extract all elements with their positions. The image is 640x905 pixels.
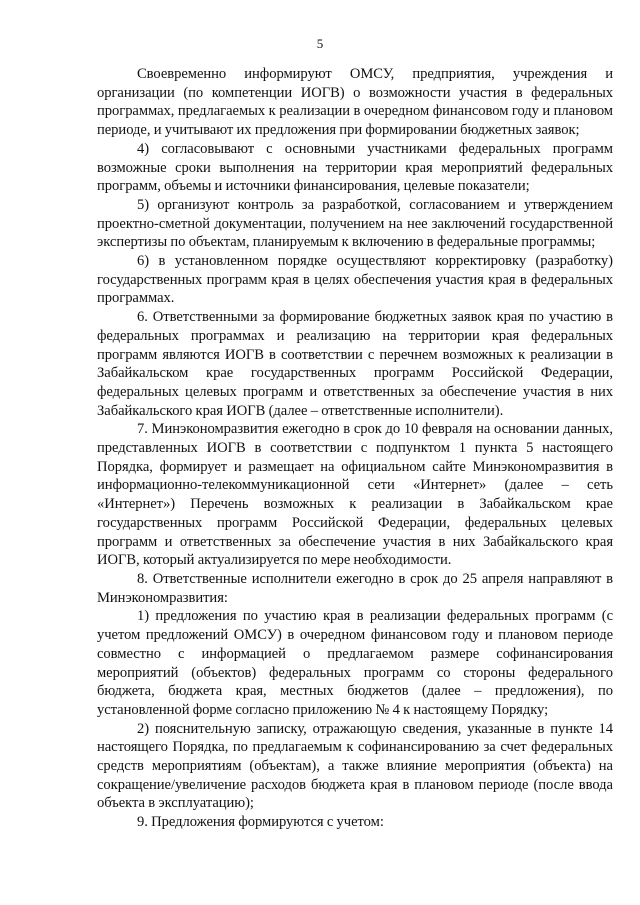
paragraph-informing-omsu: Своевременно информируют ОМСУ, предприятия, учреждения и организации (по компетенции ИОГВ) о возможности участия в федеральных программах, предлагаемых к реализации в очередном финансовом году и плановом периоде, и учитывают их предложения при формировании бюджетных заявок; [97,66,613,139]
paragraph-clause-6: 6. Ответственными за формирование бюджетных заявок края по участию в федеральных программах и реализацию на территории края федеральных программ являются ИОГВ в соответствии с перечнем возможных к реализации в Забайкальском крае государственных программ Российской Федерации, федеральных целевых программ и ответственных за обеспечение участия в них Забайкальского края ИОГВ (далее – ответственные исполнители). [97,309,613,419]
paragraph-clause-7: 7. Минэкономразвития ежегодно в срок до 10 февраля на основании данных, представленных ИОГВ в соответствии с подпунктом 1 пункта 5 настоящего Порядка, формирует и размещает на официальном сайте Минэкономразвития в информационно-телекоммуникационной сети «Интернет» (далее – сеть «Интернет») Перечень возможных к реализации в Забайкальском крае государственных программ Российской Федерации, федеральных целевых программ и ответственных за обеспечение участия в них Забайкальского края ИОГВ, который актуализируется по мере необходимости. [97,421,613,569]
paragraph-clause-9: 9. Предложения формируются с учетом: [137,814,384,831]
page-number: 5 [316,36,324,51]
paragraph-clause-8: 8. Ответственные исполнители ежегодно в срок до 25 апреля направляют в Минэкономразвития: [97,570,613,606]
paragraph-clause-8-item-2: 2) пояснительную записку, отражающую сведения, указанные в пункте 14 настоящего Порядка, по предлагаемым к софинансированию за счет федеральных средств мероприятиям (объектам), а также влияние мероприятия (объекта) на сокращение/увеличение расходов бюджета края в плановом периоде (после ввода объекта в эксплуатацию); [97,720,613,812]
document-body [97,65,613,832]
paragraph-clause-8-item-1: 1) предложения по участию края в реализации федеральных программ (с учетом предложений ОМСУ) в очередном финансовом году и плановом периоде совместно с информацией о предлагаемом размере софинансирования мероприятий (объектов) федеральных программ со стороны федерального бюджета, бюджета края, местных бюджетов (далее – предложения), по установленной форме согласно приложению № 4 к настоящему Порядку; [97,608,613,718]
paragraph-item-6: 6) в установленном порядке осуществляют корректировку (разработку) государственных программ края в целях обеспечения участия края в федеральных программах. [97,253,613,307]
paragraph-item-4: 4) согласовывают с основными участниками федеральных программ возможные сроки выполнения на территории края мероприятий федеральных программ, объемы и источники финансирования, целевые показатели; [97,140,613,195]
paragraph-item-5: 5) организуют контроль за разработкой, согласованием и утверждением проектно-сметной документации, получением на нее заключений государственной экспертизы по объектам, планируемым к включению в федеральные программы; [97,196,613,251]
